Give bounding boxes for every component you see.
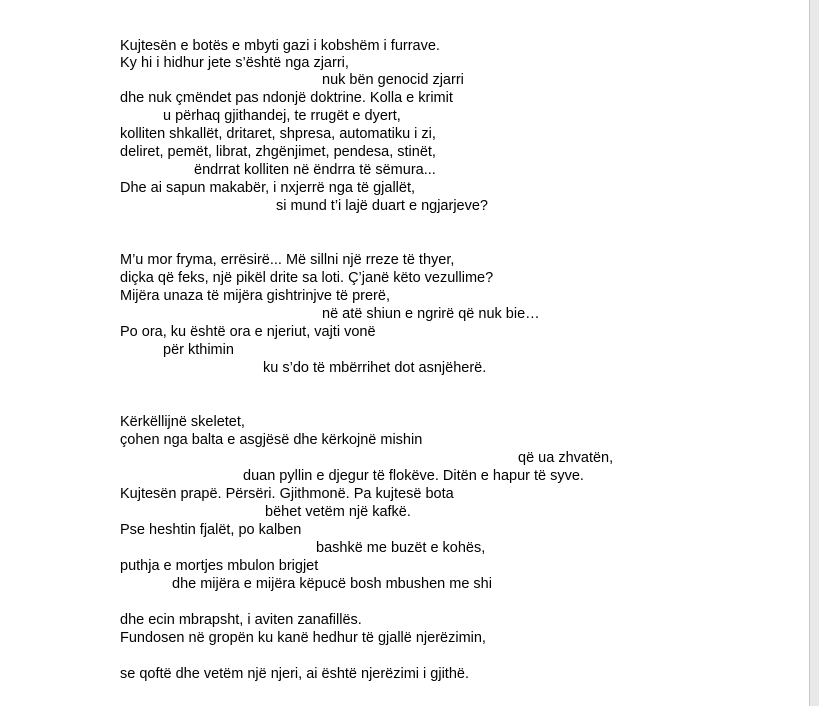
page-gutter [810, 0, 819, 706]
poem-line: bëhet vetëm një kafkë. [265, 504, 411, 520]
poem-line: Fundosen në gropën ku kanë hedhur të gjallë njerëzimin, [120, 630, 486, 646]
poem-line: dhe nuk çmëndet pas ndonjë doktrine. Kolla e krimit [120, 90, 453, 106]
poem-line: kolliten shkallët, dritaret, shpresa, automatiku i zi, [120, 126, 436, 142]
poem-line: u përhaq gjithandej, te rrugët e dyert, [163, 108, 401, 124]
poem-line: bashkë me buzët e kohës, [316, 540, 486, 556]
poem-line: duan pyllin e djegur të flokëve. Ditën e hapur të syve. [243, 468, 584, 484]
poem-line: si mund t’i lajë duart e ngjarjeve? [276, 198, 488, 214]
poem-line: në atë shiun e ngrirë që nuk bie… [322, 306, 540, 322]
poem-line: nuk bën genocid zjarri [322, 72, 464, 88]
poem-line: ku s’do të mbërrihet dot asnjëherë. [263, 360, 487, 376]
poem-line: Po ora, ku është ora e njeriut, vajti vonë [120, 324, 376, 340]
poem-line: diçka që feks, një pikël drite sa loti. Ç’janë këto vezullime? [120, 270, 494, 286]
poem-line: ëndrrat kolliten në ëndrra të sëmura... [194, 162, 436, 178]
poem-line: Ky hi i hidhur jete s’është nga zjarri, [120, 55, 349, 71]
poem-line: dhe ecin mbrapsht, i aviten zanafillës. [120, 612, 362, 628]
poem-line: Kujtesën e botës e mbyti gazi i kobshëm i furrave. [120, 38, 440, 54]
poem-line: se qoftë dhe vetëm një njeri, ai është njerëzimi i gjithë. [120, 666, 469, 682]
poem-line: Dhe ai sapun makabër, i nxjerrë nga të gjallët, [120, 180, 416, 196]
poem-line: Pse heshtin fjalët, po kalben [120, 522, 302, 538]
poem-line: M’u mor fryma, errësirë... Më sillni një rreze të thyer, [120, 252, 455, 268]
poem-line: Mijëra unaza të mijëra gishtrinjve të prerë, [120, 288, 390, 304]
poem-line: deliret, pemët, librat, zhgënjimet, pendesa, stinët, [120, 144, 436, 160]
poem-line: puthja e mortjes mbulon brigjet [120, 558, 319, 574]
poem-line: Kërkëllijnë skeletet, [120, 414, 245, 430]
poem-line: për kthimin [163, 342, 234, 358]
poem-line: Kujtesën prapë. Përsëri. Gjithmonë. Pa kujtesë bota [120, 486, 454, 502]
poem-line: që ua zhvatën, [518, 450, 614, 466]
poem-line: dhe mijëra e mijëra këpucë bosh mbushen me shi [172, 576, 492, 592]
poem-line: çohen nga balta e asgjësë dhe kërkojnë mishin [120, 432, 423, 448]
